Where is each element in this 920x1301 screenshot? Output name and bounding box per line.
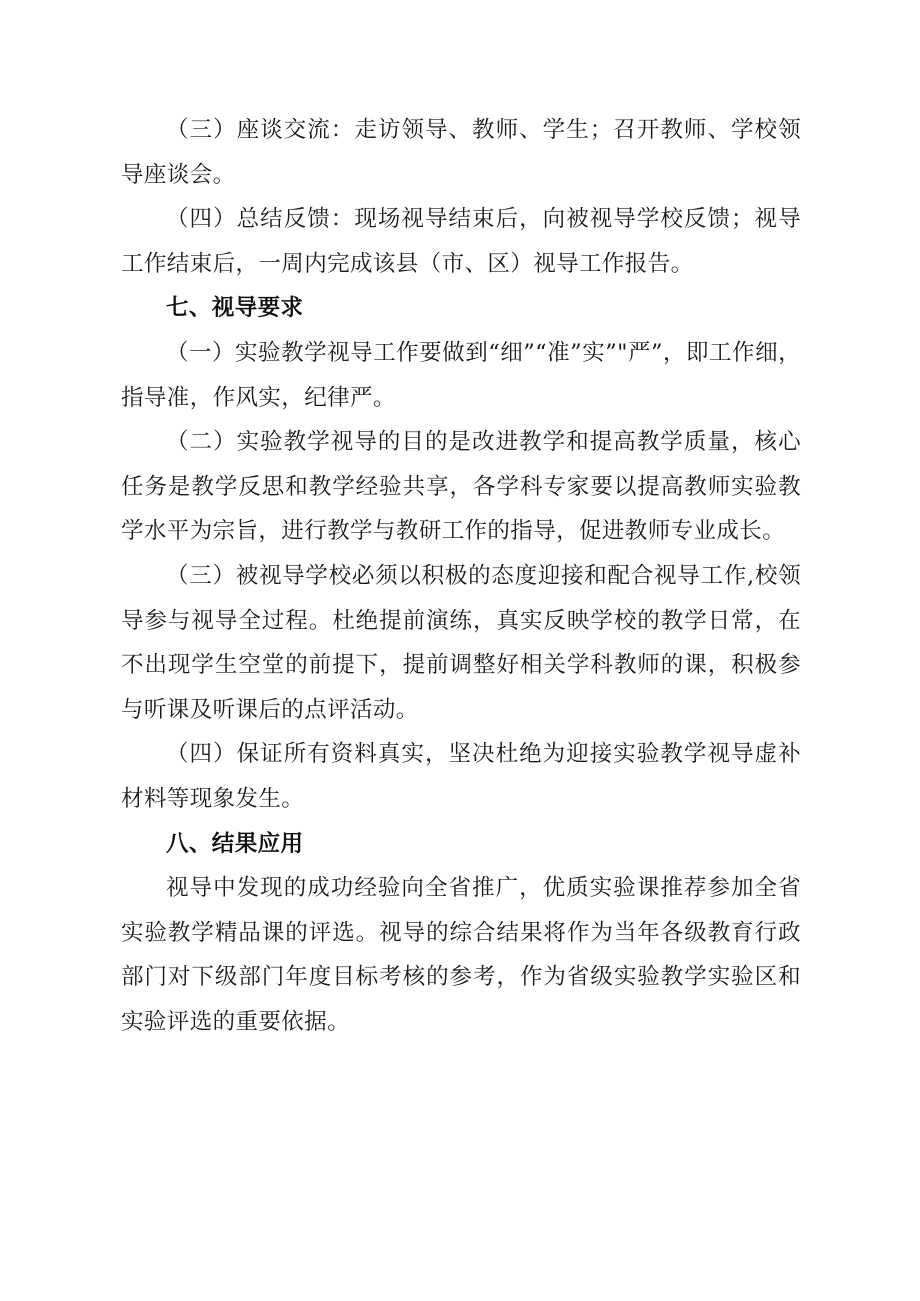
paragraph-forum-exchange: （三）座谈交流：走访领导、教师、学生；召开教师、学校领导座谈会。 <box>121 117 801 188</box>
paragraph-requirement-4: （四）保证所有资料真实，坚决杜绝为迎接实验教学视导虚补材料等现象发生。 <box>121 741 801 812</box>
document-page <box>121 108 801 1044</box>
paragraph-results-application: 视导中发现的成功经验向全省推广，优质实验课推荐参加全省实验教学精品课的评选。视导的综合结果将作为当年各级教育行政部门对下级部门年度目标考核的参考，作为省级实验教学实验区和实验评选的重要依据。 <box>121 875 801 1035</box>
paragraph-requirement-2: （二）实验教学视导的目的是改进教学和提高教学质量，核心任务是教学反思和教学经验共享，各学科专家要以提高教师实验教学水平为宗旨，进行教学与教研工作的指导，促进教师专业成长。 <box>121 429 801 545</box>
heading-results-application: 八、结果应用 <box>166 830 304 857</box>
paragraph-requirement-1: （一）实验教学视导工作要做到“细”“准”实”"严”，即工作细，指导准，作风实，纪律严。 <box>121 339 801 411</box>
paragraph-summary-feedback: （四）总结反馈：现场视导结束后，向被视导学校反馈；视导工作结束后，一周内完成该县（市、区）视导工作报告。 <box>121 206 801 277</box>
heading-inspection-requirements: 七、视导要求 <box>166 295 304 322</box>
paragraph-requirement-3: （三）被视导学校必须以积极的态度迎接和配合视导工作,校领导参与视导全过程。杜绝提前演练，真实反映学校的教学日常，在不出现学生空堂的前提下，提前调整好相关学科教师的课，积极参与听课及听课后的点评活动。 <box>121 562 801 723</box>
